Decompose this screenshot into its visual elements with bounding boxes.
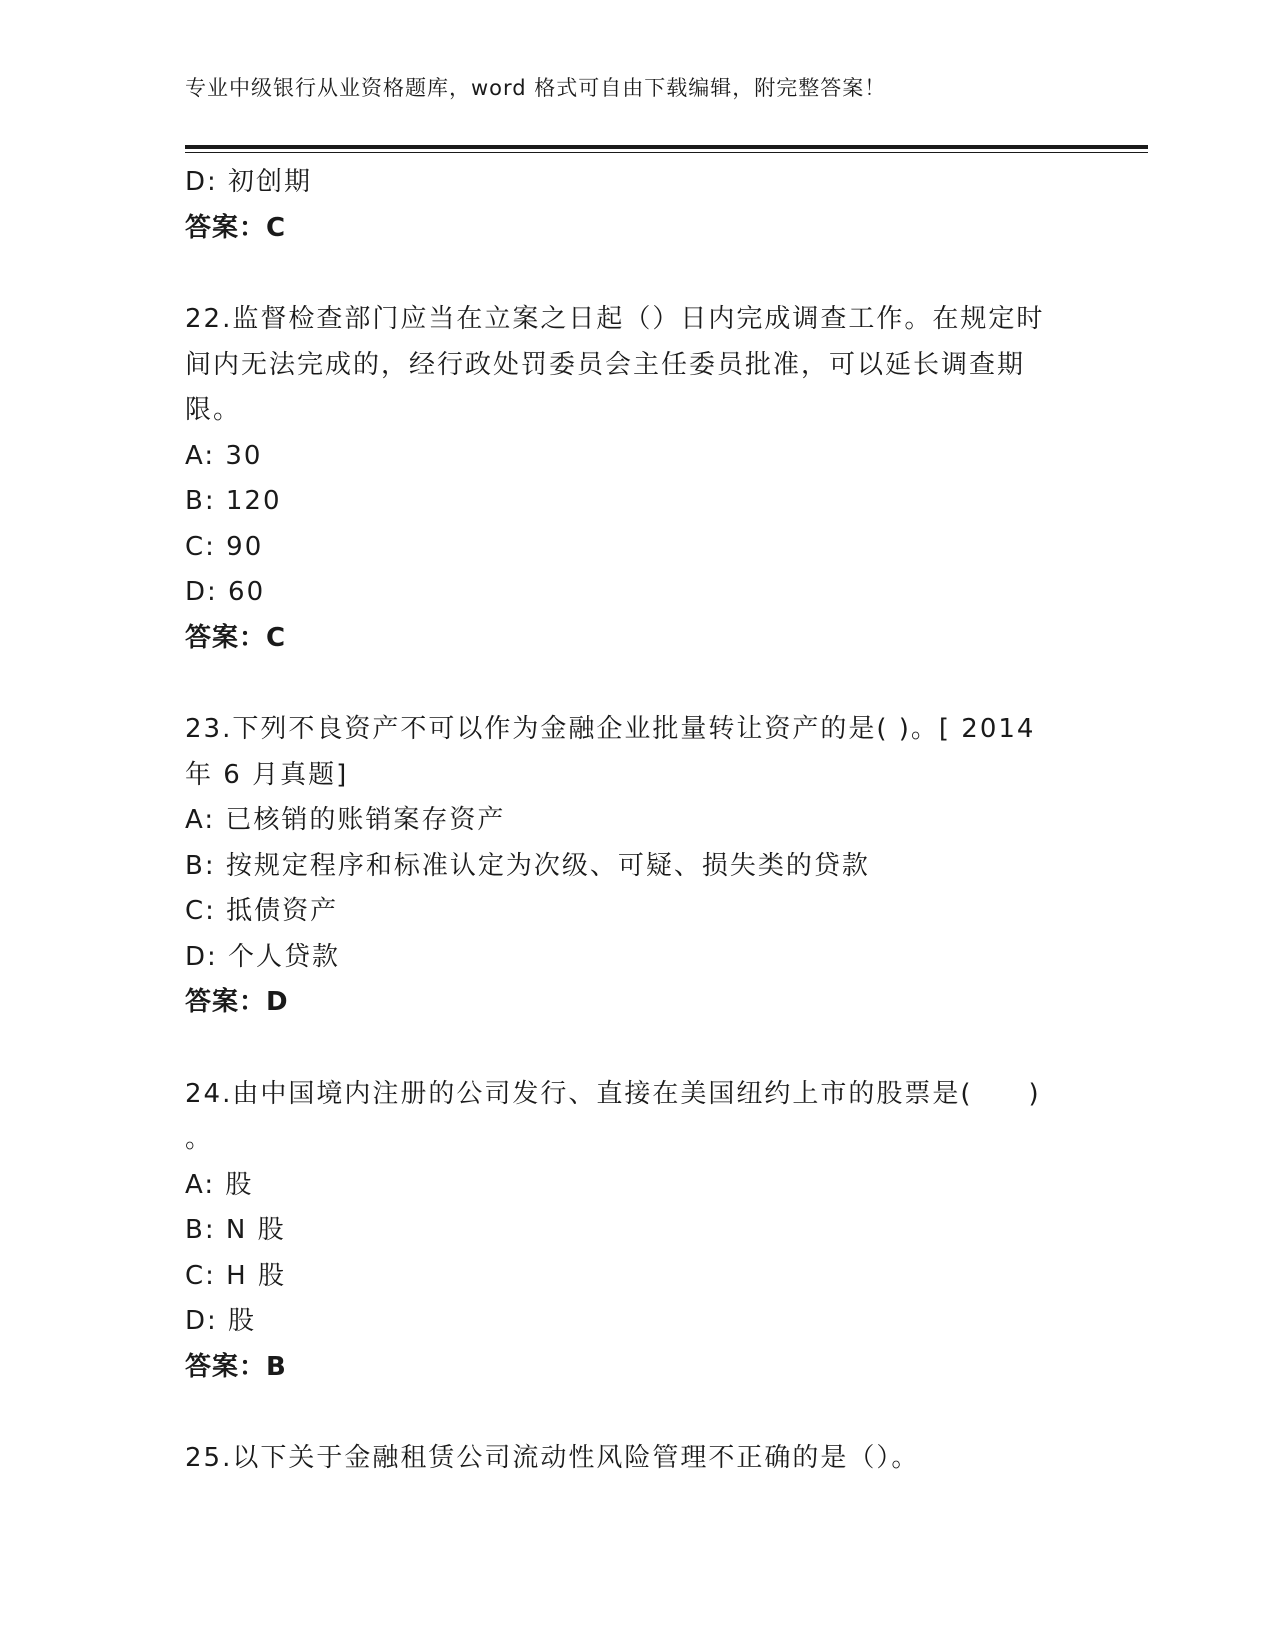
question-25 — [185, 1436, 1085, 1482]
spacer — [185, 1026, 1085, 1072]
spacer — [185, 661, 1085, 707]
option-c: C: 抵债资产 — [185, 896, 339, 926]
option-d-carryover: D: 初创期 — [185, 167, 313, 197]
option-a: A: 已核销的账销案存资产 — [185, 805, 506, 835]
question-text-line: 间内无法完成的，经行政处罚委员会主任委员批准，可以延长调查期 — [185, 349, 1026, 380]
answer-carryover: 答案：C — [185, 212, 287, 243]
question-22 — [185, 297, 1085, 661]
option-b: B: 按规定程序和标准认定为次级、可疑、损失类的贷款 — [185, 850, 870, 881]
option-d: D: 60 — [185, 577, 266, 607]
document-body — [185, 160, 1085, 1482]
answer: 答案：C — [185, 622, 287, 653]
page-header: 专业中级银行从业资格题库，word 格式可自由下载编辑，附完整答案！ — [185, 76, 887, 100]
question-text-line: 年 6 月真题] — [185, 759, 349, 790]
answer: 答案：D — [185, 987, 289, 1017]
question-text-line: 限。 — [185, 395, 242, 425]
question-text-line: 24.由中国境内注册的公司发行、直接在美国纽约上市的股票是( ) — [185, 1078, 1041, 1109]
option-c: C: 90 — [185, 531, 264, 562]
question-text-line: 22.监督检查部门应当在立案之日起（）日内完成调查工作。在规定时 — [185, 304, 1045, 334]
option-d: D: 个人贷款 — [185, 941, 341, 972]
option-a: A: 股 — [185, 1169, 254, 1200]
question-23 — [185, 707, 1085, 1026]
option-c: C: H 股 — [185, 1260, 286, 1291]
option-a: A: 30 — [185, 440, 263, 471]
answer: 答案：B — [185, 1351, 287, 1382]
question-text-line: 25.以下关于金融租赁公司流动性风险管理不正确的是（）。 — [185, 1443, 920, 1473]
spacer — [185, 251, 1085, 297]
spacer — [185, 1390, 1085, 1436]
question-text-line: 23.下列不良资产不可以作为金融企业批量转让资产的是( )。[ 2014 — [185, 714, 1036, 744]
question-24 — [185, 1072, 1085, 1391]
question-text-line: 。 — [185, 1124, 214, 1154]
option-d: D: 股 — [185, 1306, 257, 1336]
option-b: B: N 股 — [185, 1215, 286, 1245]
header-rule-thin — [185, 152, 1148, 153]
header-rule-thick — [185, 145, 1148, 149]
option-b: B: 120 — [185, 486, 282, 516]
